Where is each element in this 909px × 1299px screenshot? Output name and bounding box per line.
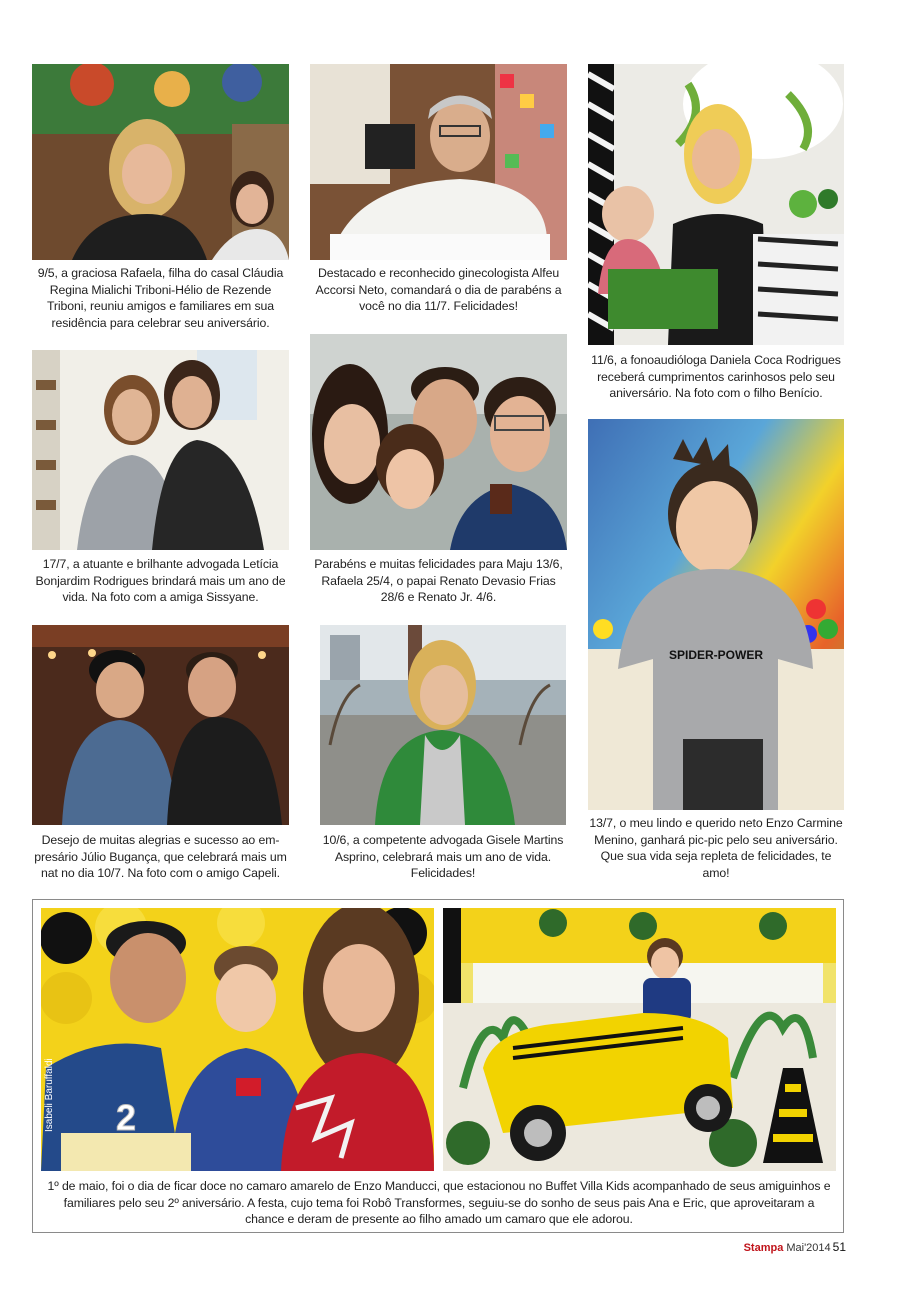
- page-footer: [744, 1240, 846, 1254]
- magazine-brand: Stampa: [743, 1242, 784, 1254]
- page-number: 51: [832, 1240, 846, 1254]
- shirt-print-text: SPIDER-POWER: [668, 648, 764, 662]
- caption-photo-8: 10/6, a competente advogada Gisele Martins Asprino, celebrará mais um ano de vida. Felicidades!: [322, 833, 564, 880]
- photo-enzo-manducci-family: [41, 908, 434, 1171]
- photo-leticia-and-sissyane: [32, 350, 289, 550]
- photo-rafaela-and-mother: [32, 64, 289, 260]
- issue-date: Mai'2014: [786, 1242, 831, 1254]
- caption-photo-6: 13/7, o meu lindo e querido neto Enzo Carmine Menino, ganhará pic-pic pelo seu aniversário. Que sua vida seja repleta de felicidades, te amo!: [589, 816, 843, 880]
- caption-photo-1: 9/5, a graciosa Rafaela, filha do casal Cláudia Regina Mialichi Triboni-Hélio de Rezende Triboni, reuniu amigos e familiares em sua residência para celebrar seu aniversário.: [37, 266, 284, 330]
- photo-gisele-harbor: [320, 625, 566, 825]
- photo-camaro-toy-car: [443, 908, 836, 1171]
- caption-photo-5: Parabéns e muitas felicidades para Maju 13/6, Rafaela 25/4, o papai Renato Devasio Frias 28/6 e Renato Jr. 4/6.: [314, 557, 563, 604]
- photo-julio-and-capeli: [32, 625, 289, 825]
- cake-number-topper: 2: [115, 1097, 137, 1138]
- photo-daniela-and-benicio: [588, 64, 844, 345]
- caption-photo-2: Destacado e reconhecido ginecologista Alfeu Accorsi Neto, comandará o dia de parabéns a você no dia 11/7. Felicidades!: [315, 266, 562, 313]
- caption-photo-7: Desejo de muitas alegrias e sucesso ao em-presário Júlio Bugança, que celebrará mais um nat no dia 10/7. Na foto com o amigo Capeli.: [34, 833, 287, 880]
- photo-gynecologist: [310, 64, 567, 260]
- photo-family-selfie: [310, 334, 567, 550]
- caption-photo-3: 11/6, a fonoaudióloga Daniela Coca Rodrigues receberá cumprimentos carinhosos pelo seu aniversário. Na foto com o filho Benício.: [591, 353, 841, 400]
- photo-enzo-carmine: [588, 419, 844, 810]
- featured-caption: 1º de maio, foi o dia de ficar doce no camaro amarelo de Enzo Manducci, que estacionou no Buffet Villa Kids acompanhado de seus amiguinhos e familiares pelo seu 2º aniversário. A festa, cujo tema foi Robô Transformes, seguiu-se do sonho de seus pais Ana e Eric, que aproveitaram a chance e deram de presente ao filho amado um camaro que ele adorou.: [47, 1179, 831, 1226]
- caption-photo-4: 17/7, a atuante e brilhante advogada Letícia Bonjardim Rodrigues brindará mais um ano de vida. Na foto com a amiga Sissyane.: [35, 557, 286, 604]
- photo-credit: Isabeli Baruffaldi: [44, 1058, 55, 1132]
